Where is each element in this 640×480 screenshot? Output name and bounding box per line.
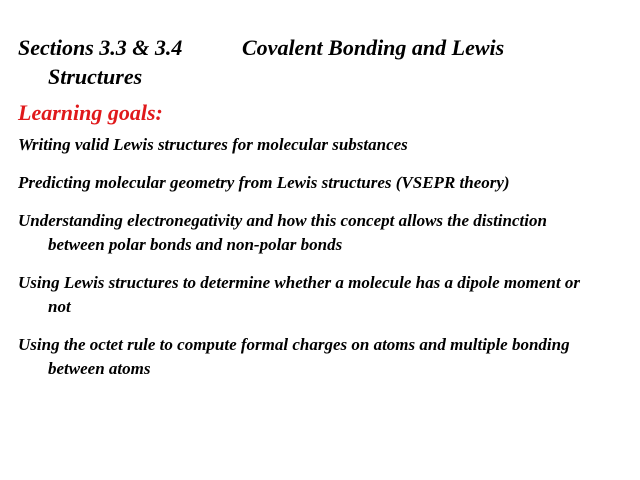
learning-goal-item: Using the octet rule to compute formal charges on atoms and multiple bonding between atoms	[18, 335, 570, 378]
slide-title	[18, 33, 600, 91]
learning-goal-item: Using Lewis structures to determine whether a molecule has a dipole moment or not	[18, 273, 580, 316]
learning-goal-item: Understanding electronegativity and how this concept allows the distinction between polar bonds and non-polar bonds	[18, 211, 547, 254]
title-topic: Covalent Bonding and Lewis Structures	[48, 35, 505, 89]
learning-goal-item: Writing valid Lewis structures for molecular substances	[18, 135, 408, 154]
learning-goal-item: Predicting molecular geometry from Lewis structures (VSEPR theory)	[18, 173, 510, 192]
learning-goals-list	[18, 133, 600, 381]
title-sections: Sections 3.3 & 3.4	[18, 35, 183, 60]
learning-goals-heading: Learning goals:	[18, 100, 163, 125]
